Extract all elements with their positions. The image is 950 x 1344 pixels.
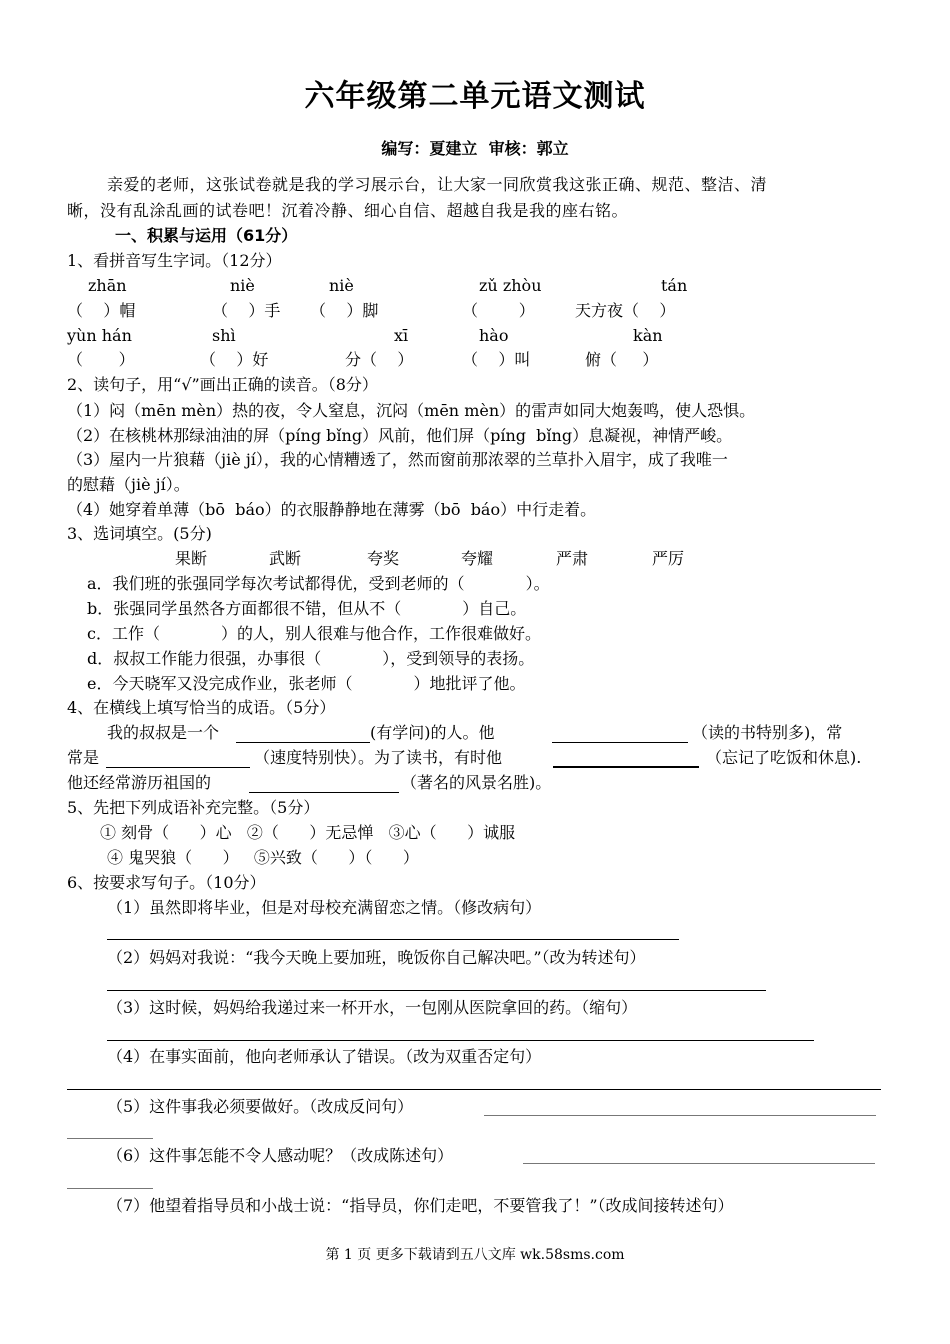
q6-answer-line[interactable] — [107, 939, 679, 940]
q3-title: 3、选词填空。(5分) — [67, 524, 212, 543]
q4-text: (有学问)的人。他 — [370, 723, 495, 742]
q1-pinyin: niè — [230, 276, 255, 295]
q4-text: （著名的风景名胜)。 — [401, 773, 552, 792]
q6-item: （2）妈妈对我说：“我今天晚上要加班，晚饭你自己解决吧。”（改为转述句） — [107, 948, 646, 967]
q4-blank-line[interactable] — [553, 766, 699, 768]
q5-line: ④ 鬼哭狼（ ） ⑤兴致（ ）（ ） — [107, 848, 419, 867]
q2-line: （2）在核桃林那绿油油的屏（píng bǐng）风前，他们屏（píng bǐng）息凝视，神情严峻。 — [67, 426, 733, 445]
q3-line: e．今天晓军又没完成作业，张老师（ ）地批评了他。 — [87, 674, 526, 693]
q6-answer-line[interactable] — [107, 1040, 814, 1041]
q1-blank[interactable]: 分（ ） — [345, 350, 414, 369]
q1-pinyin: shì — [212, 326, 236, 345]
q4-blank-line[interactable] — [236, 742, 370, 743]
q4-title: 4、在横线上填写恰当的成语。（5分） — [67, 698, 336, 717]
q1-blank[interactable]: （ ）帽 — [67, 301, 136, 320]
q1-pinyin: zǔ zhòu — [479, 276, 542, 295]
q2-line: （3）屋内一片狼藉（jiè jí），我的心情糟透了，然而窗前那浓翠的兰草扑入眉宇，成了我唯一 — [67, 450, 728, 469]
q4-text: 常是 — [67, 748, 100, 767]
q3-line: a．我们班的张强同学每次考试都得优，受到老师的（ ）。 — [87, 574, 550, 593]
q1-title: 1、看拼音写生字词。（12分） — [67, 251, 282, 270]
q1-blank[interactable]: （ ）叫 — [462, 350, 531, 369]
q6-answer-line[interactable] — [523, 1163, 875, 1164]
q1-blank[interactable]: （ ）手 — [212, 301, 281, 320]
q4-blank-line[interactable] — [552, 742, 688, 743]
q1-pinyin: xī — [394, 326, 409, 345]
q6-item: （7）他望着指导员和小战士说：“指导员，你们走吧，不要管我了！”（改成间接转述句） — [107, 1196, 734, 1215]
q4-text: （速度特别快）。为了读书，有时他 — [254, 748, 503, 767]
q4-blank-line[interactable] — [106, 767, 250, 768]
q6-answer-line[interactable] — [67, 1138, 153, 1139]
page-title: 六年级第二单元语文测试 — [304, 79, 646, 114]
q1-blank[interactable]: （ ）脚 — [310, 301, 379, 320]
q1-blank[interactable]: （ ） — [462, 301, 535, 320]
q1-pinyin: zhān — [88, 276, 127, 295]
q6-item: （6）这件事怎能不令人感动呢？（改成陈述句） — [107, 1146, 454, 1165]
q1-blank[interactable]: （ ）好 — [200, 350, 269, 369]
q2-title: 2、读句子，用“√”画出正确的读音。（8分） — [67, 375, 378, 394]
q6-title: 6、按要求写句子。（10分） — [67, 873, 266, 892]
q6-answer-line[interactable] — [484, 1115, 876, 1116]
q6-item: （1）虽然即将毕业，但是对母校充满留恋之情。（修改病句） — [107, 898, 542, 917]
q6-answer-line[interactable] — [107, 990, 766, 991]
q3-word: 夸耀 — [461, 549, 494, 568]
q4-text: 我的叔叔是一个 — [107, 723, 220, 742]
q1-pinyin: hào — [479, 326, 509, 345]
q4-blank-line[interactable] — [249, 792, 399, 793]
q1-blank[interactable]: （ ） — [67, 350, 135, 369]
q1-pinyin: kàn — [633, 326, 663, 345]
q6-answer-line[interactable] — [67, 1089, 881, 1090]
section-1-title: 一、积累与运用（61分） — [115, 226, 298, 245]
q4-text: （忘记了吃饭和休息). — [706, 748, 862, 767]
q6-item: （4）在事实面前，他向老师承认了错误。（改为双重否定句） — [107, 1047, 542, 1066]
intro-line-2: 晰，没有乱涂乱画的试卷吧！沉着冷静、细心自信、超越自我是我的座右铭。 — [67, 201, 629, 220]
q5-line: ① 刻骨（ ）心 ②（ ）无忌惮 ③心（ ）诚服 — [100, 823, 516, 842]
q3-line: c．工作（ ）的人，别人很难与他合作，工作很难做好。 — [87, 624, 541, 643]
q6-answer-line[interactable] — [67, 1188, 153, 1189]
q1-pinyin: yùn hán — [67, 326, 132, 345]
q1-blank[interactable]: 俯（ ） — [585, 350, 659, 369]
q3-word: 果断 — [175, 549, 208, 568]
q2-line: 的慰藉（jiè jí）。 — [67, 475, 190, 494]
q3-word: 武断 — [269, 549, 302, 568]
q3-line: b．张强同学虽然各方面都很不错，但从不（ ）自己。 — [87, 599, 527, 618]
q1-blank[interactable]: 天方夜（ ） — [575, 301, 676, 320]
q3-line: d．叔叔工作能力很强，办事很（ ），受到领导的表扬。 — [87, 649, 535, 668]
q3-word: 夸奖 — [367, 549, 400, 568]
q1-pinyin: tán — [661, 276, 688, 295]
page-footer: 第 1 页 更多下载请到五八文库 wk.58sms.com — [325, 1247, 625, 1263]
q3-word: 严肃 — [556, 549, 589, 568]
q2-line: （1）闷（mēn mèn）热的夜，令人窒息，沉闷（mēn mèn）的雷声如同大炮轰鸣，使人恐惧。 — [67, 401, 756, 420]
q2-line: （4）她穿着单薄（bō báo）的衣服静静地在薄雾（bō báo）中行走着。 — [67, 500, 597, 519]
q4-text: 他还经常游历祖国的 — [67, 773, 212, 792]
author-line: 编写：夏建立 审核：郭立 — [381, 139, 569, 158]
q3-word: 严厉 — [652, 549, 685, 568]
q1-pinyin: niè — [329, 276, 354, 295]
q4-text: （读的书特别多)，常 — [692, 723, 843, 742]
q5-title: 5、先把下列成语补充完整。（5分） — [67, 798, 320, 817]
q6-item: （3）这时候，妈妈给我递过来一杯开水，一包刚从医院拿回的药。（缩句） — [107, 998, 638, 1017]
q6-item: （5）这件事我必须要做好。（改成反问句） — [107, 1097, 414, 1116]
intro-line-1: 亲爱的老师，这张试卷就是我的学习展示台，让大家一同欣赏我这张正确、规范、整洁、清 — [107, 175, 768, 194]
